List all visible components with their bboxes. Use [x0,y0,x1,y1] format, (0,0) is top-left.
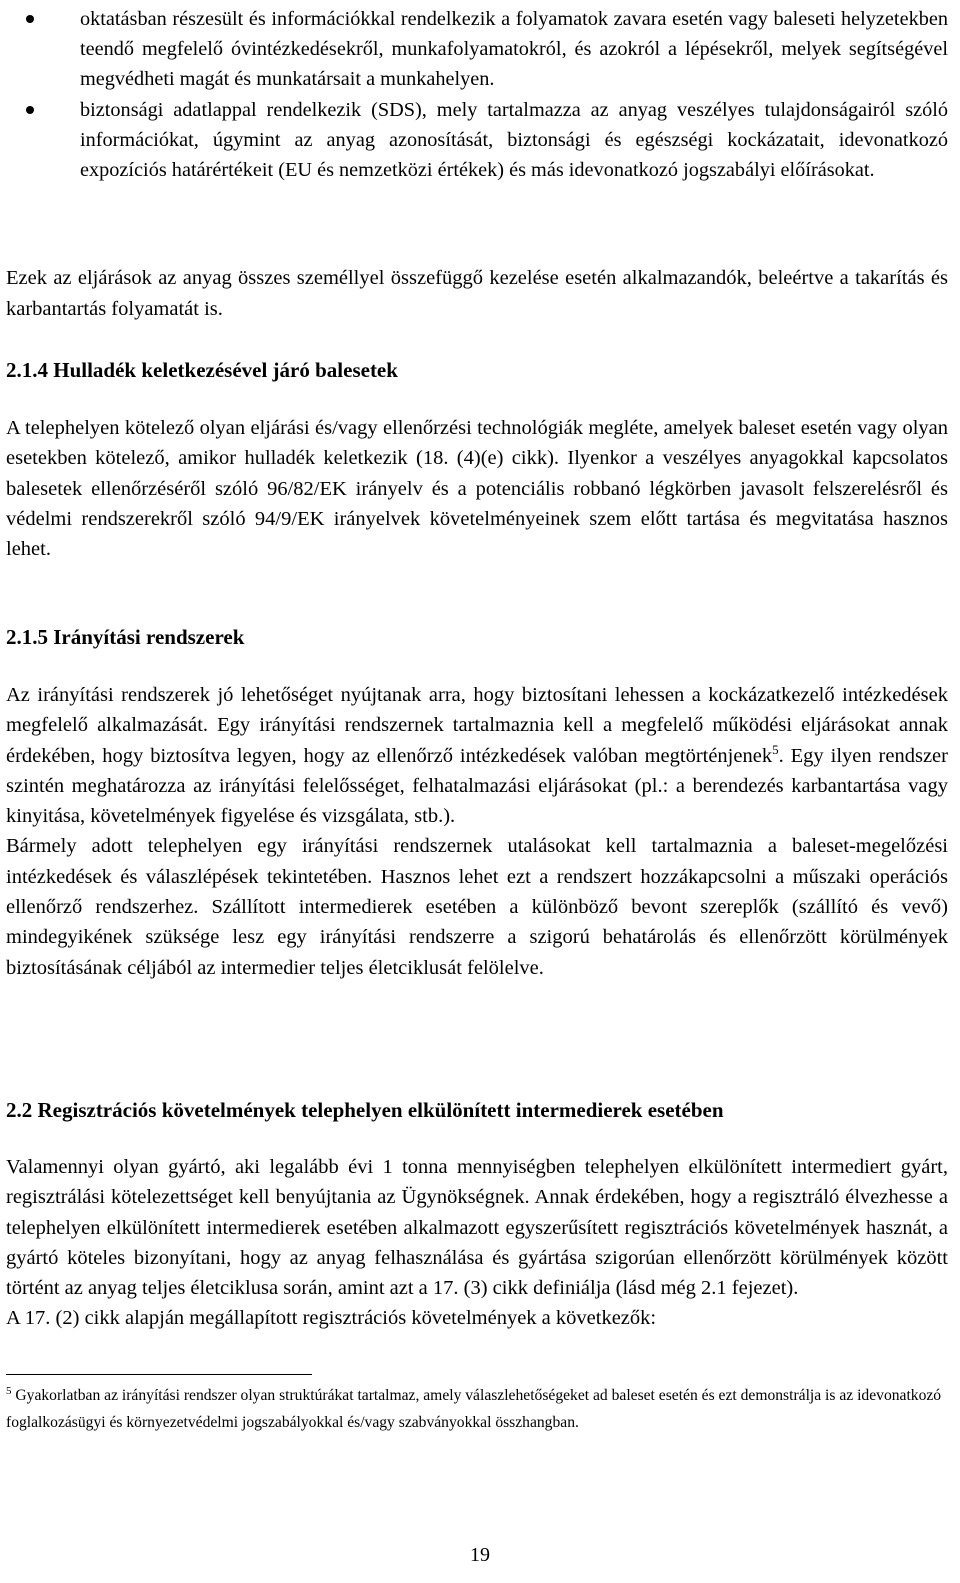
footnote-text: Gyakorlatban az irányítási rendszer olyan struktúrákat tartalmaz, amely válaszlehetőségeket ad baleset esetén és ezt demonstrálja is az idevonatkozó foglalkozásügyi és környezetvédelmi jogszabályokkal és/vagy szabványokkal összhangban. [6,1387,942,1431]
bullet-list [0,4,960,185]
section-2-1-4-paragraph: A telephelyen kötelező olyan eljárási és/vagy ellenőrzési technológiák megléte, amelyek baleset esetén vagy olyan esetekben kötelező, amikor hulladék keletkezik (18. (4)(e) cikk). Ilyenkor a veszélyes anyagokkal kapcsolatos balesetek ellenőrzéséről szóló 96/82/EK irányelv és a potenciális robbanó légkörben javasolt felszerelésről és védelmi rendszerekről szóló 94/9/EK irányelvek követelményeinek szem előtt tartása és megvitatása hasznos lehet. [6,417,948,561]
section-2-1-5-text-before-ref: Az irányítási rendszerek jó lehetőséget nyújtanak arra, hogy biztosítani lehessen a kockázatkezelő intézkedések megfelelő alkalmazását. Egy irányítási rendszernek tartalmaznia kell a megfelelő működési eljárásokat annak érdekében, hogy biztosítva legyen, hogy az ellenőrző intézkedések valóban megtörténjenek [6,684,948,767]
section-2-2-text: Valamennyi olyan gyártó, aki legalább évi 1 tonna mennyiségben telephelyen elkülönített intermediert gyárt, regisztrálási kötelezettséget kell benyújtania az Ügynökségnek. Annak érdekében, hogy a regisztráló élvezhesse a telephelyen elkülönített intermedierek esetében alkalmazott egyszerűsített regisztrációs követelmények hasznát, a gyártó köteles bizonyítani, hogy az anyag felhasználása és gyártása szigorúan ellenőrzött körülmények között történt az anyag teljes életciklusa során, amint azt a 17. (3) cikk definiálja (lásd még 2.1 fejezet). [6,1156,948,1300]
section-2-1-4-heading: 2.1.4 Hulladék keletkezésével járó balesetek [6,358,398,382]
section-2-1-5-paragraph-2: Bármely adott telephelyen egy irányítási rendszernek utalásokat kell tartalmaznia a baleset-megelőzési intézkedések és válaszlépések tekintetében. Hasznos lehet ezt a rendszert hozzákapcsolni a műszaki operációs ellenőrző rendszerhez. Szállított intermedierek esetében a különböző bevont szereplők (szállító és vevő) mindegyikének szüksége lesz egy irányítási rendszerre a szigorú behatárolás és ellenőrzött körülmények biztosításának céljából az intermedier teljes életciklusát felölelve. [6,835,948,979]
bullet-dot-icon [26,106,34,114]
section-2-1-5-heading: 2.1.5 Irányítási rendszerek [6,625,245,649]
procedures-paragraph: Ezek az eljárások az anyag összes személlyel összefüggő kezelése esetén alkalmazandók, beleértve a takarítás és karbantartás folyamatát is. [6,267,948,320]
bullet-text: oktatásban részesült és információkkal rendelkezik a folyamatok zavara esetén vagy baleseti helyzetekben teendő megfelelő óvintézkedésekről, munkafolyamatokról, és azokról a lépésekről, melyek segítségével megvédheti magát és munkatársait a munkahelyen. [80,8,948,91]
section-2-2-text-2: A 17. (2) cikk alapján megállapított regisztrációs követelmények a következők: [6,1307,657,1330]
section-2-2-paragraph [6,1152,948,1334]
bullet-text: biztonsági adatlappal rendelkezik (SDS), mely tartalmazza az anyag veszélyes tulajdonságairól szóló információkat, úgymint az anyag azonosítását, biztonsági és egészségi kockázatait, idevonatkozó expozíciós határértékeit (EU és nemzetközi értékek) és más idevonatkozó jogszabályi előírásokat. [80,98,948,182]
footnote-reference: 5 [772,741,779,757]
page-number: 19 [470,1544,490,1566]
bullet-item [0,4,948,95]
section-2-1-5-paragraph [6,680,948,983]
footnote-mark: 5 [6,1384,12,1397]
bullet-item [0,95,948,186]
section-2-1-5-text-after-ref: . Egy ilyen rendszer szintén meghatározza az irányítási felelősséget, felhatalmazási eljárásokat (pl.: a berendezés karbantartása vagy kinyitása, követelmények figyelése és vizsgálata, stb.). [6,744,948,828]
footnote [6,1383,948,1436]
footnote-divider [6,1374,312,1375]
bullet-dot-icon [26,15,34,23]
section-2-2-heading: 2.2 Regisztrációs követelmények telephelyen elkülönített intermedierek esetében [6,1098,724,1122]
